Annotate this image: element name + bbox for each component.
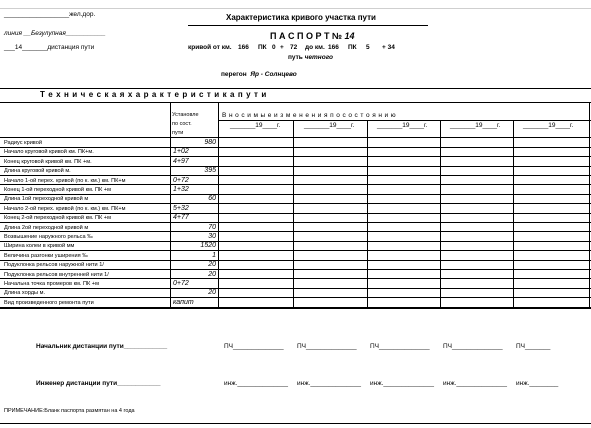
row-value: 0+72: [173, 176, 189, 184]
row-label: Начальна точка промеров км. ПК +м: [4, 281, 99, 287]
col-installed: Установле: [172, 112, 199, 118]
inzh-slot-3: инж.______________: [370, 380, 434, 387]
page-title: Характеристика кривого участка пути: [226, 13, 376, 22]
inzh-slot-1: инж.______________: [224, 380, 288, 387]
table-row: [0, 147, 591, 156]
engineer-signature-label: Инженер дистанции пути____________: [36, 380, 161, 387]
table-row: [0, 298, 591, 307]
row-label: Вид произведенного ремонта пути: [4, 299, 94, 306]
row-label: Подуклонка рельсов внутренней нити 1/: [4, 271, 109, 278]
row-label: Длина круговой кривой м.: [4, 168, 71, 175]
table-row: [0, 194, 591, 203]
passport-heading: П А С П О Р Т № 14: [270, 31, 355, 41]
org-line: __________________жел.дор.: [4, 11, 96, 18]
row-value: 60: [208, 195, 216, 203]
row-value: 1: [212, 251, 216, 259]
sheet-bottom-border: [0, 423, 591, 424]
table-row: [0, 288, 591, 297]
table-row: [0, 166, 591, 175]
date-slot-4: _______19____г.: [450, 122, 501, 129]
table-row: [0, 213, 591, 222]
pch-slot-1: ПЧ______________: [224, 343, 284, 350]
pch-slot-3: ПЧ______________: [370, 343, 430, 350]
row-value: 70: [208, 223, 216, 231]
row-label: Начало 1-ой перех. кривой (по к. км.) км. ПК+м: [4, 177, 126, 184]
row-label: Подуклонка рельсов наружной нити 1/: [4, 262, 104, 269]
row-value: 1+02: [173, 148, 189, 156]
title-underline: [188, 25, 428, 26]
row-label: Длина 2ой переходной кривой м: [4, 224, 89, 231]
pk-from: 0: [272, 44, 276, 51]
row-label: Начало 2-ой перех. кривой (по к. км.) км. ПК+м: [4, 205, 126, 212]
changes-divider: [218, 120, 591, 121]
table-row: [0, 270, 591, 279]
table-top-border: [0, 88, 591, 89]
row-value: 0+72: [173, 280, 189, 287]
col-changes: В н о с и м ы е и з м е н е н и я п о с о с т о я н и ю: [222, 112, 397, 119]
row-value: 395: [204, 167, 216, 175]
inzh-slot-2: инж.______________: [297, 380, 361, 387]
row-label: Ширина колеи в кривой мм: [4, 243, 75, 250]
date-slot-1: _______19____г.: [230, 122, 281, 129]
stage-label: перегон Яр - Солнцево: [221, 71, 297, 78]
chief-signature-label: Начальник дистанции пути____________: [36, 343, 168, 350]
to-km-label: до км.: [305, 44, 325, 51]
tech-header-border: [0, 102, 591, 103]
table-row: [0, 232, 591, 241]
row-label: Радиус кривой: [4, 140, 42, 146]
curve-from-label: кривой от км.: [188, 44, 232, 51]
pch-slot-2: ПЧ______________: [297, 343, 357, 350]
tech-header: Т е х н и ч е с к а я х а р а к т е р и с т и к а п у т и: [40, 90, 267, 99]
date-slot-5: _______19____г.: [523, 122, 574, 129]
table-row: [0, 223, 591, 232]
row-label: Конец 2-ой переходной кривой км. ПК +м: [4, 215, 111, 222]
table-row: [0, 138, 591, 147]
table-row: [0, 204, 591, 213]
plus-from: 72: [290, 44, 298, 51]
note: ПРИМЕЧАНИЕ:Бланк паспорта размятан на 4 года: [4, 408, 135, 414]
row-value: 20: [208, 289, 216, 297]
to-km: 166: [328, 44, 339, 51]
row-value: 1+32: [173, 186, 189, 193]
date-slot-3: _______19____г.: [377, 122, 428, 129]
grid-line: [0, 8, 591, 9]
table-row: [0, 279, 591, 288]
pk-label-2: ПК: [348, 44, 357, 51]
date-slot-2: _______19____г.: [304, 122, 355, 129]
row-value: капит: [173, 298, 194, 306]
pch-slot-5: ПЧ_______: [516, 343, 551, 350]
line-label: линия __Безулупная___________: [4, 30, 106, 37]
col-by-state-2: пути: [172, 130, 184, 136]
row-value: 30: [208, 233, 216, 240]
row-value: 20: [208, 270, 216, 278]
row-label: Возвышение наружного рельса ‰: [4, 234, 93, 240]
row-label: Начало круговой кривой км. ПК+м.: [4, 149, 94, 156]
inzh-slot-5: инж.________: [516, 380, 559, 387]
table-row: [0, 241, 591, 250]
table-bottom-border: [0, 308, 591, 309]
row-label: Конец круговой кривой км. ПК +м.: [4, 158, 92, 165]
pk-to: 5: [366, 44, 370, 51]
distance-label: ___14_______дистанция пути: [4, 44, 95, 51]
row-value: 4+77: [173, 214, 189, 222]
row-label: Величина разгонки уширения ‰: [4, 252, 88, 259]
table-row: [0, 157, 591, 166]
table-row: [0, 260, 591, 269]
row-value: 1520: [200, 242, 216, 250]
table-row: [0, 176, 591, 185]
inzh-slot-4: инж.______________: [443, 380, 507, 387]
track-label: путь четного: [288, 54, 333, 61]
row-value: 5+32: [173, 204, 189, 212]
row-label: Конец 1-ой переходной кривой км. ПК +м: [4, 187, 111, 193]
plus-1: +: [280, 44, 284, 51]
table-row: [0, 251, 591, 260]
row-label: Длина 1ой переходной кривой м: [4, 196, 89, 203]
pk-label-1: ПК: [258, 44, 267, 51]
pch-slot-4: ПЧ______________: [443, 343, 503, 350]
curve-from-km: 166: [238, 44, 249, 51]
col-by-state: по сост.: [172, 121, 192, 127]
table-row: [0, 185, 591, 194]
row-value: 20: [208, 261, 216, 269]
row-value: 4+97: [173, 157, 189, 165]
row-label: Длина хорды м.: [4, 290, 45, 297]
row-value: 980: [204, 139, 216, 146]
plus-to: + 34: [382, 44, 395, 51]
